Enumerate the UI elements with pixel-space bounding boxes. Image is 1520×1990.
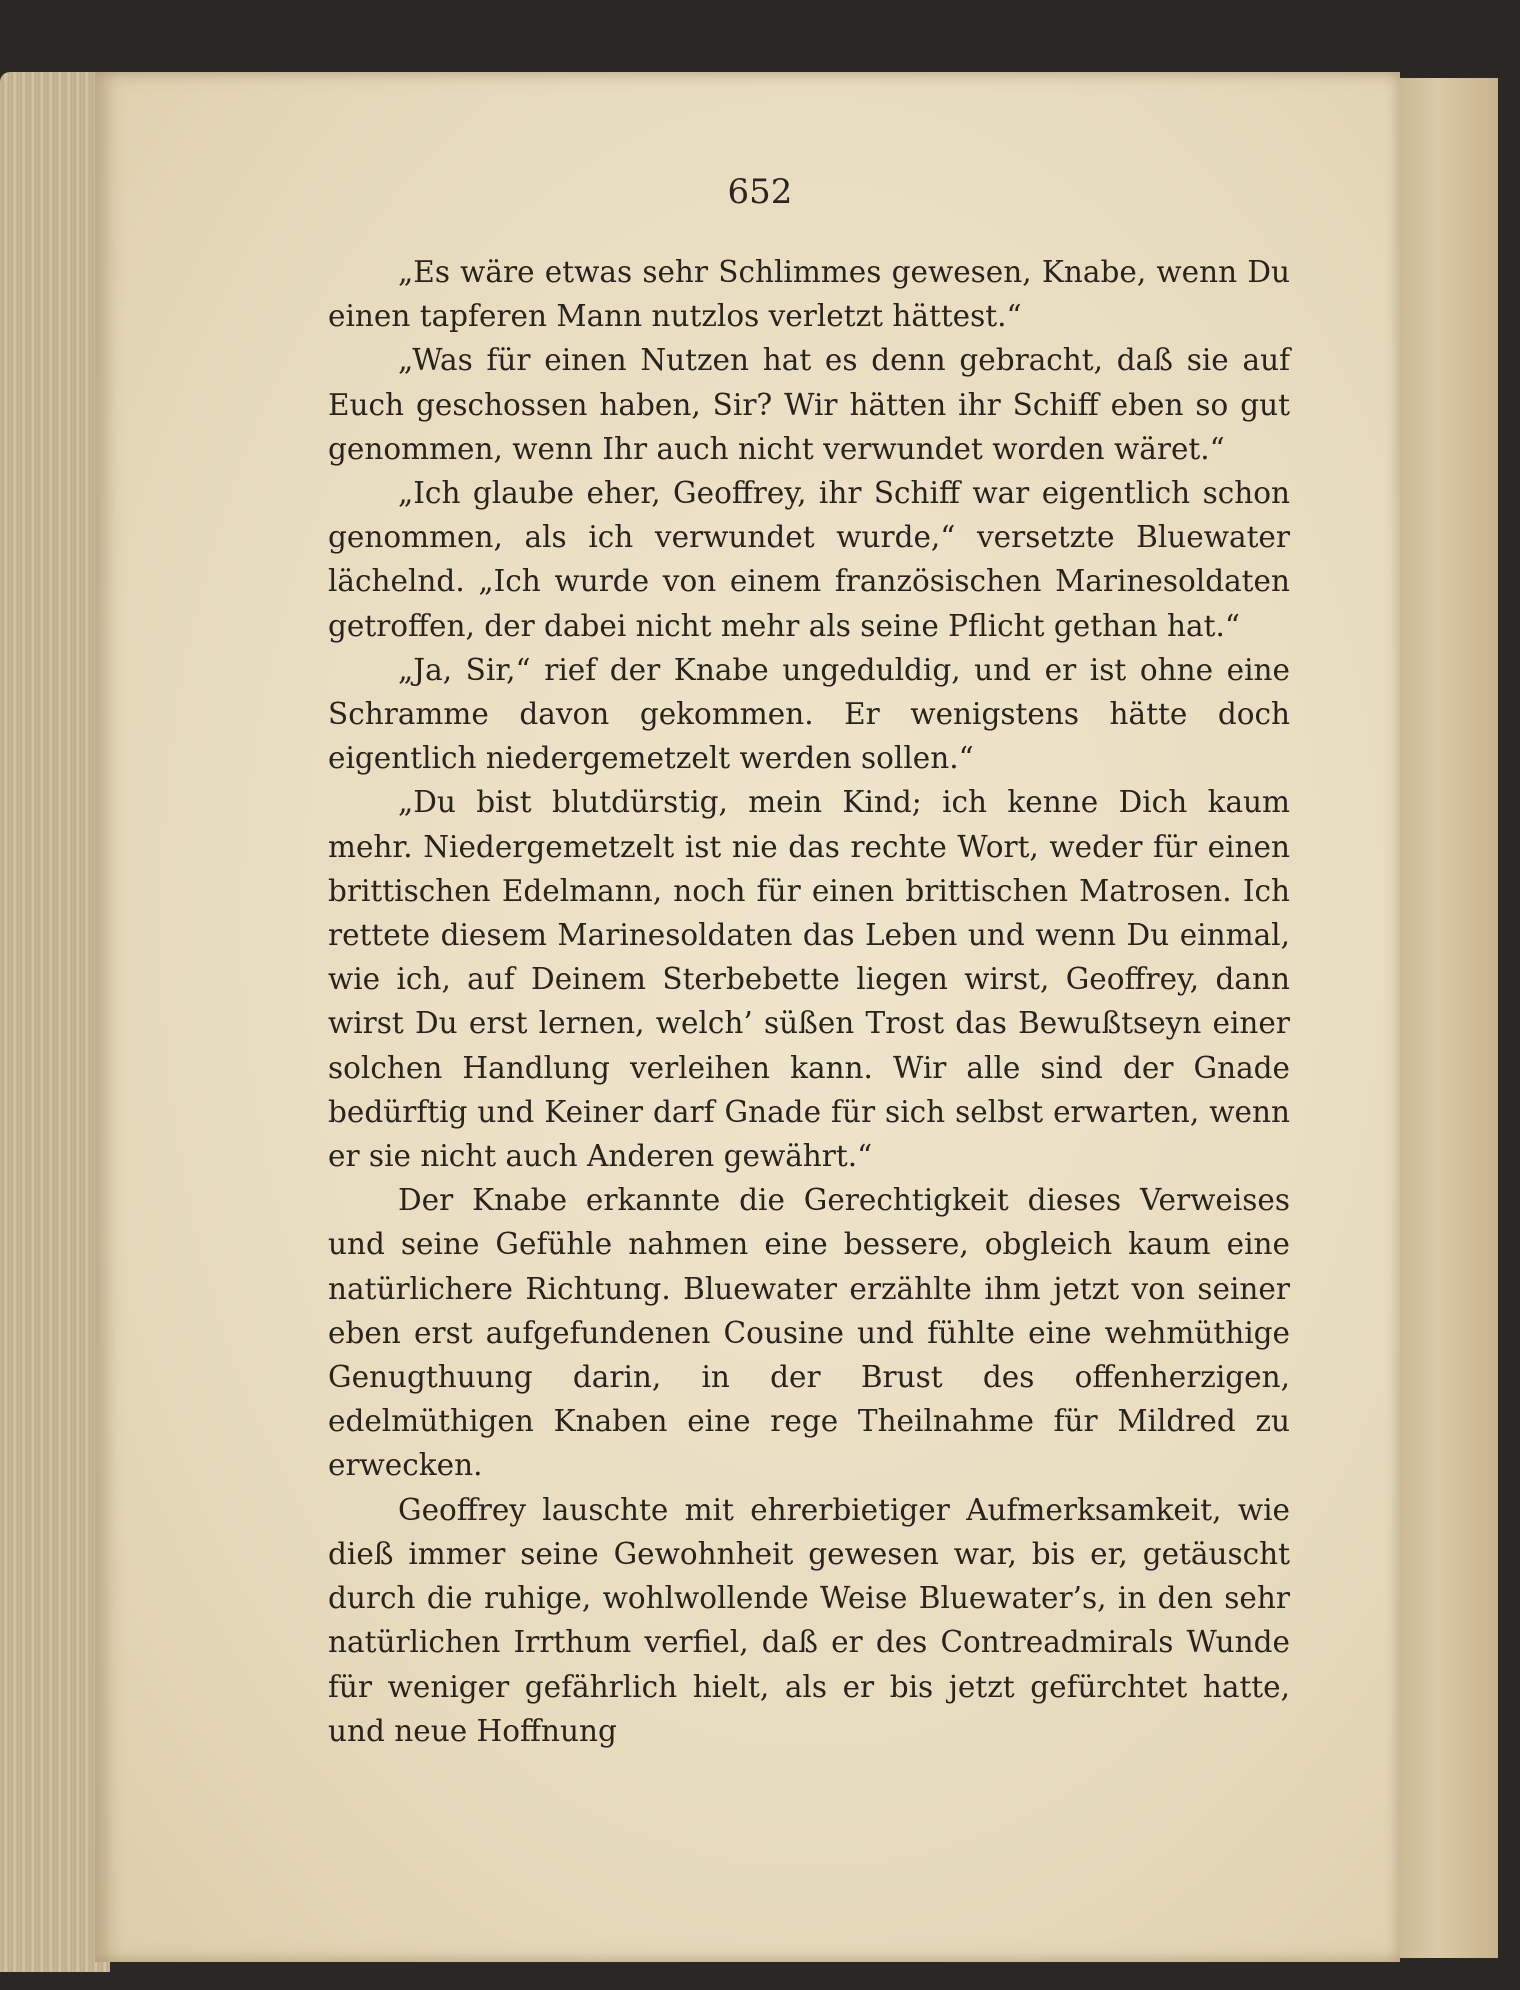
paragraph-1: „Es wäre etwas sehr Schlimmes gewesen, Knabe, wenn Du einen tapferen Mann nutzlos verletzt hättest.“ <box>328 255 1290 334</box>
paragraph-3: „Ich glaube eher, Geoffrey, ihr Schiff war eigentlich schon genommen, als ich verwundet wurde,“ versetzte Bluewater lächelnd. „Ich wurde von einem französischen Marinesoldaten getroffen, der dabei nicht mehr als seine Pflicht gethan hat.“ <box>328 476 1290 643</box>
paragraph-7: Geoffrey lauschte mit ehrerbietiger Aufmerksamkeit, wie dieß immer seine Gewohnheit gewesen war, bis er, getäuscht durch die ruhige, wohlwollende Weise Bluewater’s, in den sehr natürlichen Irrthum verfiel, daß er des Contreadmirals Wunde für weniger gefährlich hielt, als er bis jetzt gefürchtet hatte, und neue Hoffnung <box>328 1492 1290 1748</box>
facing-page-edge <box>1395 78 1498 1958</box>
page-number: 652 <box>727 172 793 212</box>
paragraph-6: Der Knabe erkannte die Gerechtigkeit dieses Verweises und seine Gefühle nahmen eine bessere, obgleich kaum eine natürlichere Richtung. Bluewater erzählte ihm jetzt von seiner eben erst aufgefundenen Cousine und fühlte eine wehmüthige Genugthuung darin, in der Brust des offenherzigen, edelmüthigen Knaben eine rege Theilnahme für Mildred zu erwecken. <box>328 1183 1290 1483</box>
paragraph-2: „Was für einen Nutzen hat es denn gebracht, daß sie auf Euch geschossen haben, Sir? Wir hätten ihr Schiff eben so gut genommen, wenn Ihr auch nicht verwundet worden wäret.“ <box>328 343 1290 466</box>
body-text <box>328 250 1290 1753</box>
page-stack-edge <box>0 72 110 1972</box>
paragraph-4: „Ja, Sir,“ rief der Knabe ungeduldig, und er ist ohne eine Schramme davon gekommen. Er wenigstens hätte doch eigentlich niedergemetzelt werden sollen.“ <box>328 652 1290 776</box>
paragraph-5: „Du bist blutdürstig, mein Kind; ich kenne Dich kaum mehr. Niedergemetzelt ist nie das rechte Wort, weder für einen brittischen Edelmann, noch für einen brittischen Matrosen. Ich rettete diesem Marinesoldaten das Leben und wenn Du einmal, wie ich, auf Deinem Sterbebette liegen wirst, Geoffrey, dann wirst Du erst lernen, welch’ süßen Trost das Bewußtseyn einer solchen Handlung verleihen kann. Wir alle sind der Gnade bedürftig und Keiner darf Gnade für sich selbst erwarten, wenn er sie nicht auch Anderen gewährt.“ <box>328 785 1290 1174</box>
